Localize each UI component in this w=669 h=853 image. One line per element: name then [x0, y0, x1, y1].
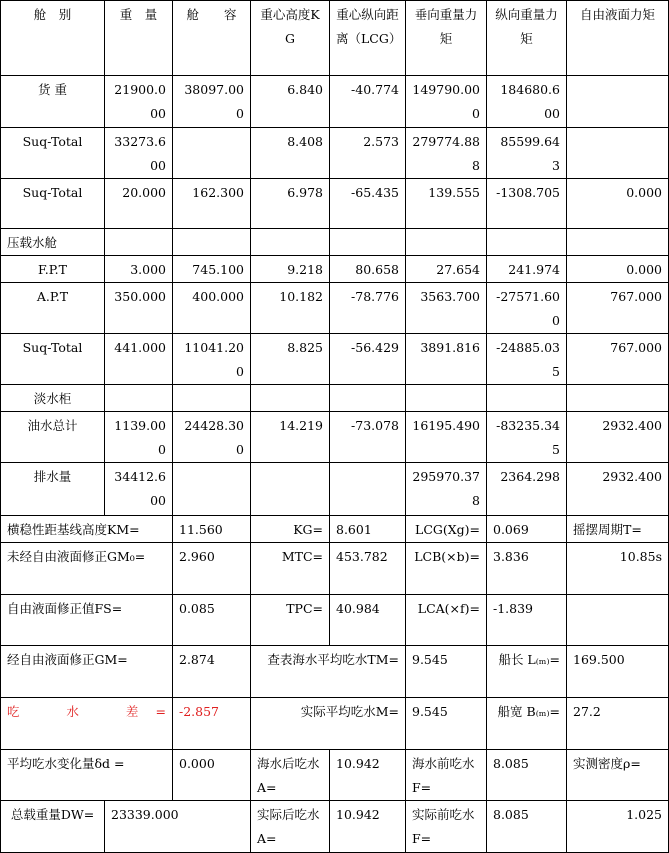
row-free-surface-moment	[567, 385, 669, 412]
lca-value: -1.839	[487, 595, 567, 646]
row-name: 货 重	[1, 76, 105, 128]
row-volume: 24428.300	[173, 412, 251, 463]
row-name: F.P.T	[1, 256, 105, 283]
header-weight: 重 量	[105, 1, 173, 76]
fs-value: 0.085	[173, 595, 251, 646]
mtc-label: MTC=	[251, 543, 330, 595]
draft-change-label: 平均吃水变化量δd =	[1, 750, 173, 801]
density-label: 实测密度ρ=	[567, 750, 669, 801]
row-name: Suq-Total	[1, 179, 105, 229]
row-name: Suq-Total	[1, 334, 105, 385]
row-weight: 1139.000	[105, 412, 173, 463]
row-lcg	[330, 385, 406, 412]
row-weight	[105, 385, 173, 412]
km-value: 11.560	[173, 516, 251, 543]
sea-fwd-draft-label: 海水前吃水F=	[406, 750, 487, 801]
row-weight: 21900.000	[105, 76, 173, 128]
density-value: 1.025	[567, 801, 669, 853]
table-row	[1, 463, 669, 516]
row-longitudinal-moment: -27571.600	[487, 283, 567, 334]
row-free-surface-moment: 0.000	[567, 179, 669, 229]
row-lcg: 80.658	[330, 256, 406, 283]
row-vertical-moment: 3891.816	[406, 334, 487, 385]
stability-row-fs	[1, 595, 669, 646]
lcg-label: LCG(Xg)=	[406, 516, 487, 543]
row-name: 压载水舱	[1, 229, 105, 256]
row-lcg	[330, 463, 406, 516]
row-kg	[251, 385, 330, 412]
row-name: A.P.T	[1, 283, 105, 334]
row-vertical-moment: 279774.888	[406, 128, 487, 179]
kg-value: 8.601	[330, 516, 406, 543]
row-longitudinal-moment: -24885.035	[487, 334, 567, 385]
row-weight: 33273.600	[105, 128, 173, 179]
row-volume: 38097.000	[173, 76, 251, 128]
actual-mean-draft-label: 实际平均吃水M=	[251, 698, 406, 750]
row-kg: 6.978	[251, 179, 330, 229]
table-row	[1, 385, 669, 412]
trim-value: -2.857	[173, 698, 251, 750]
lcb-label: LCB(×b)=	[406, 543, 487, 595]
stability-row-gm	[1, 646, 669, 698]
trim-label: 吃 水 差=	[1, 698, 173, 750]
deadweight-value: 23339.000	[105, 801, 251, 853]
row-vertical-moment	[406, 229, 487, 256]
row-volume: 745.100	[173, 256, 251, 283]
stability-row-trim	[1, 698, 669, 750]
header-free-surface-moment: 自由液面力矩	[567, 1, 669, 76]
table-row	[1, 334, 669, 385]
table-row	[1, 229, 669, 256]
draft-change-value: 0.000	[173, 750, 251, 801]
roll-period-value: 10.85s	[567, 543, 669, 595]
row-weight	[105, 229, 173, 256]
table-row	[1, 76, 669, 128]
row-longitudinal-moment: -83235.345	[487, 412, 567, 463]
tpc-value: 40.984	[330, 595, 406, 646]
header-kg: 重心高度KG	[251, 1, 330, 76]
row-free-surface-moment: 767.000	[567, 334, 669, 385]
header-cabin: 舱 别	[1, 1, 105, 76]
sea-fwd-draft-value: 8.085	[487, 750, 567, 801]
actual-fwd-draft-label: 实际前吃水F=	[406, 801, 487, 853]
fs-label: 自由液面修正值FS=	[1, 595, 173, 646]
empty-cell	[567, 595, 669, 646]
row-volume	[173, 229, 251, 256]
actual-mean-draft-value: 9.545	[406, 698, 487, 750]
row-vertical-moment: 3563.700	[406, 283, 487, 334]
sea-aft-draft-label: 海水后吃水A=	[251, 750, 330, 801]
row-volume	[173, 385, 251, 412]
row-volume	[173, 463, 251, 516]
row-kg	[251, 463, 330, 516]
km-label: 横稳性距基线高度KM=	[1, 516, 173, 543]
mtc-value: 453.782	[330, 543, 406, 595]
table-row	[1, 256, 669, 283]
row-name: 排水量	[1, 463, 105, 516]
row-kg: 6.840	[251, 76, 330, 128]
tm-label: 查表海水平均吃水TM=	[251, 646, 406, 698]
stability-row-gm0	[1, 543, 669, 595]
header-vertical-moment: 垂向重量力矩	[406, 1, 487, 76]
ship-breadth-label: 船宽 B₍ₘ₎=	[487, 698, 567, 750]
row-weight: 3.000	[105, 256, 173, 283]
row-lcg: -73.078	[330, 412, 406, 463]
ship-length-value: 169.500	[567, 646, 669, 698]
row-name: 淡水柜	[1, 385, 105, 412]
lca-label: LCA(×f)=	[406, 595, 487, 646]
row-free-surface-moment	[567, 229, 669, 256]
row-vertical-moment: 139.555	[406, 179, 487, 229]
kg-label: KG=	[251, 516, 330, 543]
row-free-surface-moment: 0.000	[567, 256, 669, 283]
row-lcg: -56.429	[330, 334, 406, 385]
row-kg: 8.825	[251, 334, 330, 385]
row-volume	[173, 128, 251, 179]
row-kg: 14.219	[251, 412, 330, 463]
row-free-surface-moment	[567, 76, 669, 128]
row-name: Suq-Total	[1, 128, 105, 179]
gm0-value: 2.960	[173, 543, 251, 595]
row-lcg: 2.573	[330, 128, 406, 179]
row-longitudinal-moment: 85599.643	[487, 128, 567, 179]
header-longitudinal-moment: 纵向重量力矩	[487, 1, 567, 76]
gm-label: 经自由液面修正GM=	[1, 646, 173, 698]
row-vertical-moment	[406, 385, 487, 412]
row-lcg: -65.435	[330, 179, 406, 229]
actual-aft-draft-label: 实际后吃水A=	[251, 801, 330, 853]
row-longitudinal-moment	[487, 229, 567, 256]
roll-period-label: 摇摆周期T=	[567, 516, 669, 543]
gm0-label: 未经自由液面修正GM₀=	[1, 543, 173, 595]
row-vertical-moment: 16195.490	[406, 412, 487, 463]
table-row	[1, 128, 669, 179]
table-row	[1, 412, 669, 463]
lcg-value: 0.069	[487, 516, 567, 543]
row-longitudinal-moment: 184680.600	[487, 76, 567, 128]
row-volume: 162.300	[173, 179, 251, 229]
row-weight: 34412.600	[105, 463, 173, 516]
row-vertical-moment: 149790.000	[406, 76, 487, 128]
actual-fwd-draft-value: 8.085	[487, 801, 567, 853]
stability-row-km	[1, 516, 669, 543]
row-vertical-moment: 27.654	[406, 256, 487, 283]
header-row	[1, 1, 669, 76]
table-row	[1, 283, 669, 334]
row-volume: 11041.200	[173, 334, 251, 385]
row-weight: 441.000	[105, 334, 173, 385]
row-weight: 20.000	[105, 179, 173, 229]
row-lcg: -78.776	[330, 283, 406, 334]
table-row	[1, 179, 669, 229]
tpc-label: TPC=	[251, 595, 330, 646]
row-volume: 400.000	[173, 283, 251, 334]
row-kg	[251, 229, 330, 256]
ship-breadth-value: 27.2	[567, 698, 669, 750]
row-weight: 350.000	[105, 283, 173, 334]
row-free-surface-moment: 2932.400	[567, 412, 669, 463]
gm-value: 2.874	[173, 646, 251, 698]
row-longitudinal-moment: -1308.705	[487, 179, 567, 229]
stability-row-draft-change	[1, 750, 669, 801]
header-volume: 舱 容	[173, 1, 251, 76]
tm-value: 9.545	[406, 646, 487, 698]
row-kg: 9.218	[251, 256, 330, 283]
row-free-surface-moment	[567, 128, 669, 179]
actual-aft-draft-value: 10.942	[330, 801, 406, 853]
row-name: 油水总计	[1, 412, 105, 463]
row-kg: 10.182	[251, 283, 330, 334]
row-vertical-moment: 295970.378	[406, 463, 487, 516]
stability-row-dw	[1, 801, 669, 853]
row-lcg	[330, 229, 406, 256]
row-lcg: -40.774	[330, 76, 406, 128]
row-longitudinal-moment	[487, 385, 567, 412]
deadweight-label: 总载重量DW=	[1, 801, 105, 853]
row-free-surface-moment: 767.000	[567, 283, 669, 334]
row-longitudinal-moment: 241.974	[487, 256, 567, 283]
row-free-surface-moment: 2932.400	[567, 463, 669, 516]
row-kg: 8.408	[251, 128, 330, 179]
header-lcg: 重心纵向距离（LCG）	[330, 1, 406, 76]
row-longitudinal-moment: 2364.298	[487, 463, 567, 516]
lcb-value: 3.836	[487, 543, 567, 595]
sea-aft-draft-value: 10.942	[330, 750, 406, 801]
ship-length-label: 船长 L₍ₘ₎=	[487, 646, 567, 698]
